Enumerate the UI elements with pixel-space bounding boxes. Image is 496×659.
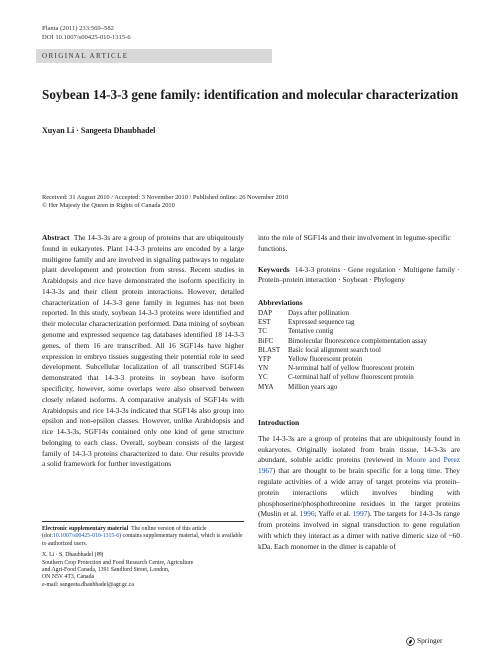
abbreviation-definition: N-terminal half of yellow fluorescent protein (288, 364, 415, 373)
left-column (42, 233, 244, 470)
supplementary-note (42, 526, 244, 548)
intro-text-part: ). The targets for 14-3-3s range from proteins involved in signal transduction to gene regulation with which they interact as a dimer with native dimeric size of ~60 kDa. Each monomer in the dimer is capable of (258, 509, 460, 551)
supplementary-label: Electronic supplementary material (42, 526, 129, 532)
abbreviation-definition: Tentative contig (288, 327, 334, 336)
footnote (42, 521, 244, 589)
abstract-body: The 14-3-3s are a group of proteins that are ubiquitously found in eukaryotes. Plant 14-3-3 proteins are encoded by a large multigene family and are involved in signaling pathways to regulate plant development and protection from stress. Recent studies in Arabidopsis and rice have demonstrated the isoform specificity in 14-3-3s and their client protein interactions. However, detailed characterization of 14-3-3 gene family in legumes has not been reported. In this study, soybean 14-3-3 proteins were identified and their molecular characterization performed. Data mining of soybean genome and expressed sequence tag databases identified 18 14-3-3 genes, of them 16 are transcribed. All 16 SGF14s have higher expression in embryo tissues suggesting their potential role in seed development. Subcellular localization of all transcribed SGF14s demonstrated that 14-3-3 proteins in soybean have isoform specificity, however, some overlaps were also observed between closely related isoforms. A comparative analysis of SGF14s with Arabidopsis and rice 14-3-3s indicated that SGF14s also group into epsilon and non-epsilon classes. However, unlike Arabidopsis and rice 14-3-3s, SGF14s contained only one kind of gene structure belonging to each class. Overall, soybean consists of the largest family of 14-3-3 proteins characterized to date. Our results provide a solid framework for further investigations (42, 233, 244, 469)
abbreviation-term: YN (258, 364, 269, 373)
abbreviation-row (258, 327, 427, 336)
abstract-continuation: into the role of SGF14s and their involvement in legume-specific functions. (258, 233, 451, 253)
abbreviation-term: BiFC (258, 336, 274, 345)
abbreviation-definition: Days after pollination (288, 309, 350, 317)
abbreviation-row (258, 346, 427, 355)
keywords-label: Keywords (258, 264, 290, 274)
abbreviation-row (258, 383, 427, 392)
abbreviation-definition: Yellow fluorescent protein (288, 355, 363, 364)
abbreviation-row (258, 355, 427, 364)
publisher-logo (406, 636, 442, 646)
abbreviation-term: TC (258, 327, 267, 336)
copyright-line: © Her Majesty the Queen in Rights of Canada 2010 (42, 202, 175, 210)
abbreviation-definition: C-terminal half of yellow fluorescent protein (288, 373, 414, 382)
supplementary-text: ) contains supplementary material, which is available to authorized users. (42, 533, 243, 547)
abbreviation-row (258, 364, 427, 373)
abbreviation-definition: Basic local alignment search tool (288, 345, 381, 354)
affiliation-line: ON N5V 4T3, Canada (42, 574, 95, 581)
citation-link[interactable]: Moore and Perez 1967 (258, 455, 461, 476)
affiliation-names: X. Li · S. Dhaubhadel (✉) (42, 552, 104, 559)
publication-dates (42, 194, 288, 210)
abbreviations-heading: Abbreviations (258, 298, 303, 307)
abbreviation-definition: Bimolecular fluorescence complementation assay (288, 336, 427, 345)
springer-horse-icon (406, 637, 415, 646)
abbreviation-definition: Million years ago (288, 382, 338, 391)
abstract (42, 233, 244, 470)
abbreviation-term: DAP (258, 309, 273, 317)
article-type-banner: ORIGINAL ARTICLE (36, 49, 272, 63)
article-title: Soybean 14-3-3 gene family: identification and molecular characterization (42, 87, 459, 102)
abbreviation-term: MYA (258, 382, 274, 391)
citation-link[interactable]: 1996 (299, 509, 315, 519)
abstract-label: Abstract (42, 233, 70, 242)
abbreviation-term: BLAST (258, 345, 281, 354)
abbreviations-table (258, 309, 427, 392)
introduction-body (258, 434, 460, 553)
abbreviation-row (258, 337, 427, 346)
abbreviation-row (258, 309, 427, 318)
introduction-heading: Introduction (258, 417, 300, 427)
abbreviation-term: EST (258, 318, 271, 327)
supplementary-text: The online version of this article (doi: (42, 526, 207, 540)
right-column (258, 233, 460, 553)
intro-text-part: ; Yaffe et al. (314, 509, 353, 519)
abbreviation-term: YC (258, 373, 268, 382)
citation-link[interactable]: 1997 (352, 509, 368, 519)
affiliation-line: and Agri-Food Canada, 1391 Sandford Street, London, (42, 567, 170, 574)
journal-issue: Planta (2011) 233:569–582 (42, 25, 114, 32)
keywords-list: 14-3-3 proteins · Gene regulation · Multigene family · Protein–protein interaction · Soybean · Phylogeny (258, 264, 460, 285)
publication-history: Received: 31 August 2010 / Accepted: 3 November 2010 / Published online: 26 November 2010 (42, 194, 289, 201)
abbreviation-term: YFP (258, 355, 271, 364)
article-doi: DOI 10.1007/s00425-010-1315-6 (42, 34, 131, 41)
intro-text-part: The 14-3-3s are a group of proteins that are ubiquitously found in eukaryotes. Originally isolated from brain tissue, 14-3-3s are abundant, soluble acidic proteins (reviewed in (258, 433, 460, 465)
affiliation-email[interactable]: e-mail: sangeeta.dhaubhadel@agr.gc.ca (42, 581, 134, 588)
abbreviation-row (258, 373, 427, 382)
author-list: Xuyan Li · Sangeeta Dhaubhadel (42, 126, 156, 135)
intro-text-part: ) that are thought to be brain specific for a long time. They regulate activities of a wide array of target proteins via protein–protein interactions which involves binding with phosphoserine/phosphothreonine residues in the target proteins (Muslin et al. (258, 466, 460, 519)
author-affiliation (42, 552, 244, 589)
abbreviation-definition: Expressed sequence tag (288, 318, 355, 327)
journal-citation (42, 24, 131, 42)
affiliation-line: Southern Crop Protection and Food Research Centre, Agriculture (42, 559, 194, 566)
abbreviation-row (258, 318, 427, 327)
publisher-name: Springer (417, 636, 443, 645)
supplementary-doi-link[interactable]: 10.1007/s00425-010-1315-6 (52, 533, 120, 540)
keywords (258, 265, 460, 286)
